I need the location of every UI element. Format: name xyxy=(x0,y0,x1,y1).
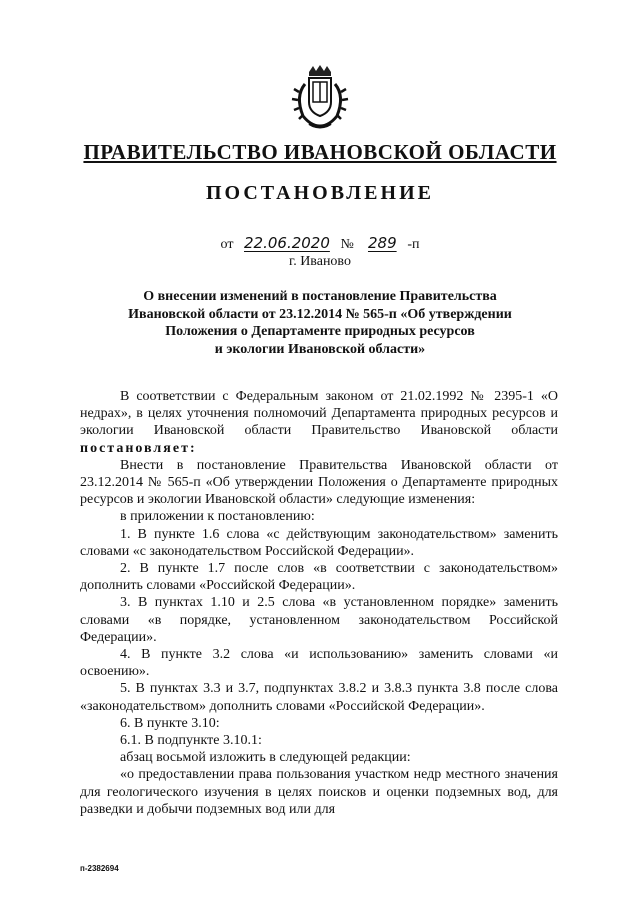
document-subject xyxy=(110,288,530,358)
handwritten-date: 22.06.2020 xyxy=(244,234,330,252)
paragraph: 3. В пунктах 1.10 и 2.5 слова «в установленном порядке» заменить словами «в порядке, установленном законодательством Российской Федерации». xyxy=(80,595,558,645)
subject-line: и экологии Ивановской области» xyxy=(214,341,426,357)
handwritten-number: 289 xyxy=(367,234,397,252)
paragraph: в приложении к постановлению: xyxy=(120,509,315,525)
city: г. Иваново xyxy=(289,254,351,269)
document-type: ПОСТАНОВЛЕНИЕ xyxy=(206,182,434,204)
coat-of-arms-emblem xyxy=(285,64,355,134)
paragraph: 6.1. В подпункте 3.10.1: xyxy=(120,733,262,749)
date-number-line xyxy=(0,234,640,253)
paragraph: 4. В пункте 3.2 слова «и использованию» заменить словами «и освоению». xyxy=(80,647,558,680)
subject-line: Положения о Департаменте природных ресурсов xyxy=(165,324,475,340)
date-prefix: от xyxy=(220,237,234,252)
paragraph-text: В соответствии с Федеральным законом от 21.02.1992 № 2395-1 «О недрах», в целях уточнения полномочий Департамента природных ресурсов и экологии Ивановской области Правительство Ивановской области xyxy=(80,389,558,439)
number-sign: № xyxy=(340,237,354,252)
paragraph: 5. В пунктах 3.3 и 3.7, подпунктах 3.8.2 и 3.8.3 пункта 3.8 после слова «законодательством» дополнить словами «Российской Федерации». xyxy=(80,681,558,714)
paragraph xyxy=(80,388,558,457)
government-title: ПРАВИТЕЛЬСТВО ИВАНОВСКОЙ ОБЛАСТИ xyxy=(83,140,557,164)
paragraph: «о предоставлении права пользования участком недр местного значения для геологического изучения в целях поисков и оценки подземных вод, для разведки и добычи подземных вод или для xyxy=(80,767,558,817)
paragraph: Внести в постановление Правительства Ивановской области от 23.12.2014 № 565-п «Об утверждении Положения о Департаменте природных ресурсов и экологии Ивановской области» следующие изменения: xyxy=(80,457,558,508)
footer-code: п-2382694 xyxy=(80,864,119,873)
resolution-keyword: постановляет: xyxy=(80,440,197,456)
number-suffix: -п xyxy=(407,237,420,252)
paragraph: 1. В пункте 1.6 слова «с действующим законодательством» заменить словами «с законодательством Российской Федерации». xyxy=(80,526,558,559)
paragraph: 2. В пункте 1.7 после слов «в соответствии с законодательством» дополнить словами «Российской Федерации». xyxy=(80,561,558,594)
document-body xyxy=(80,388,558,818)
subject-line: Ивановской области от 23.12.2014 № 565-п «Об утверждении xyxy=(128,306,512,322)
paragraph: 6. В пункте 3.10: xyxy=(120,715,220,731)
paragraph: абзац восьмой изложить в следующей редакции: xyxy=(120,750,411,766)
subject-line: О внесении изменений в постановление Правительства xyxy=(143,289,497,304)
